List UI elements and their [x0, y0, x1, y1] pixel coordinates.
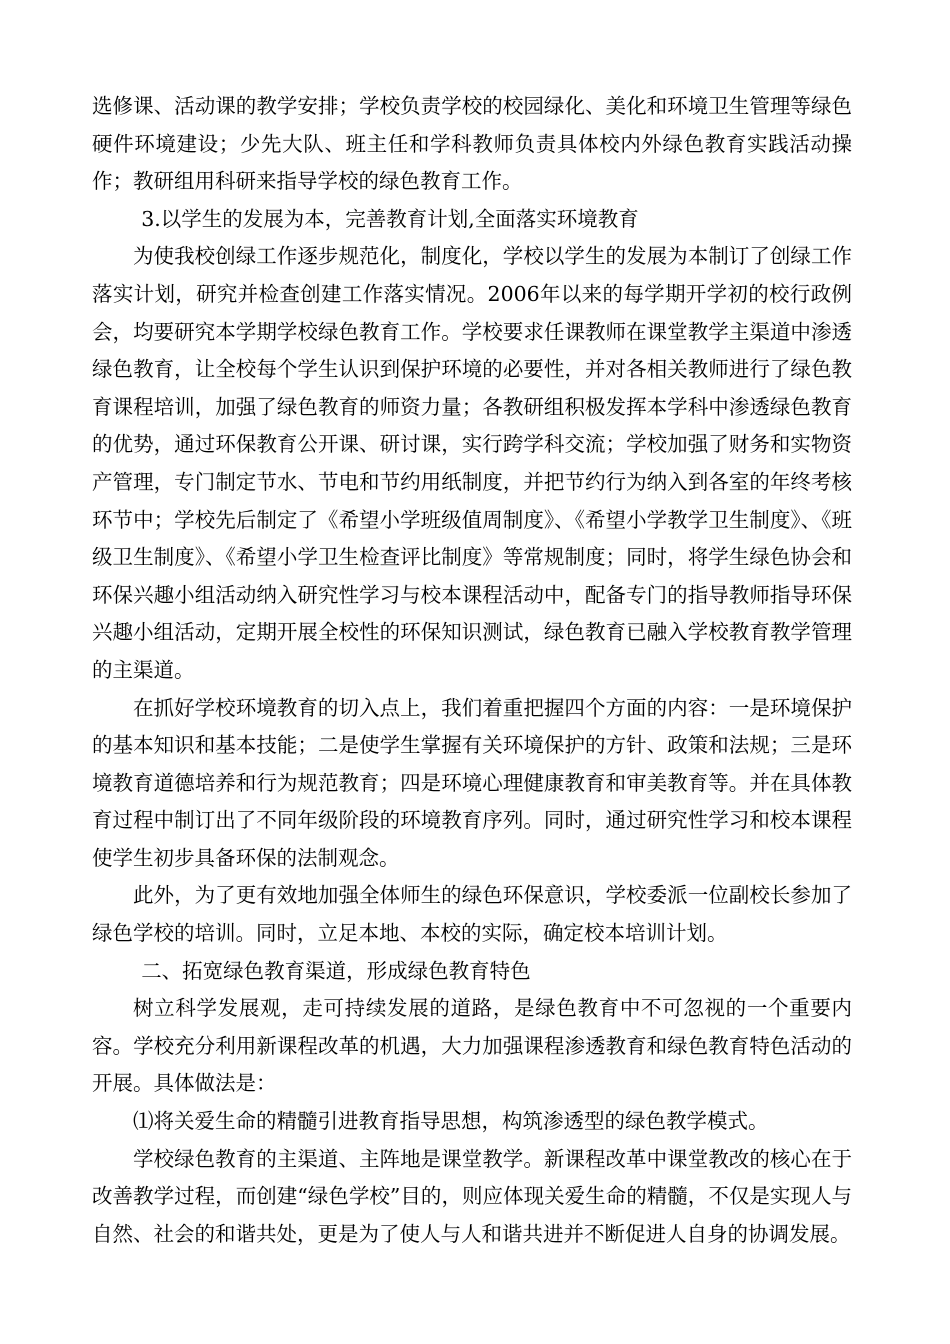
- paragraph-plan: 为使我校创绿工作逐步规范化，制度化，学校以学生的发展为本制订了创绿工作落实计划，研究并检查创建工作落实情况。2006年以来的每学期开学初的校行政例会，均要研究本学期学校绿色教育工作。学校要求任课教师在课堂教学主渠道中渗透绿色教育，让全校每个学生认识到保护环境的必要性，并对各相关教师进行了绿色教育课程培训，加强了绿色教育的师资力量；各教研组积极发挥本学科中渗透绿色教育的优势，通过环保教育公开课、研讨课，实行跨学科交流；学校加强了财务和实物资产管理，专门制定节水、节电和节约用纸制度，并把节约行为纳入到各室的年终考核环节中；学校先后制定了《希望小学班级值周制度》、《希望小学教学卫生制度》、《班级卫生制度》、《希望小学卫生检查评比制度》等常规制度；同时，将学生绿色协会和环保兴趣小组活动纳入研究性学习与校本课程活动中，配备专门的指导教师指导环保兴趣小组活动，定期开展全校性的环保知识测试，绿色教育已融入学校教育教学管理的主渠道。: [92, 244, 852, 682]
- paragraph-development: 树立科学发展观，走可持续发展的道路，是绿色教育中不可忽视的一个重要内容。学校充分利用新课程改革的机遇，大力加强课程渗透教育和绿色教育特色活动的开展。具体做法是：: [92, 996, 852, 1096]
- section-heading-two: 二、拓宽绿色教育渠道，形成绿色教育特色: [141, 958, 531, 983]
- paragraph-training: 此外，为了更有效地加强全体师生的绿色环保意识，学校委派一位副校长参加了绿色学校的培训。同时，立足本地、本校的实际，确定校本培训计划。: [92, 883, 852, 946]
- subheading-item-1: ⑴将关爱生命的精髓引进教育指导思想，构筑渗透型的绿色教学模式。: [133, 1109, 769, 1134]
- paragraph-entry-points: 在抓好学校环境教育的切入点上，我们着重把握四个方面的内容：一是环境保护的基本知识和基本技能；二是使学生掌握有关环境保护的方针、政策和法规；三是环境教育道德培养和行为规范教育；四是环境心理健康教育和审美教育等。并在具体教育过程中制订出了不同年级阶段的环境教育序列。同时，通过研究性学习和校本课程使学生初步具备环保的法制观念。: [92, 695, 852, 870]
- paragraph-continuation: 选修课、活动课的教学安排；学校负责学校的校园绿化、美化和环境卫生管理等绿色硬件环境建设；少先大队、班主任和学科教师负责具体校内外绿色教育实践活动操作；教研组用科研来指导学校的绿色教育工作。: [92, 94, 852, 194]
- document-page: [92, 88, 852, 1253]
- paragraph-classroom: 学校绿色教育的主渠道、主阵地是课堂教学。新课程改革中课堂教改的核心在于改善教学过程，而创建“绿色学校”目的，则应体现关爱生命的精髓，不仅是实现人与自然、社会的和谐共处，更是为了使人与人和谐共进并不断促进人自身的协调发展。: [92, 1146, 852, 1246]
- section-heading-3: 3.以学生的发展为本，完善教育计划,全面落实环境教育: [141, 206, 639, 231]
